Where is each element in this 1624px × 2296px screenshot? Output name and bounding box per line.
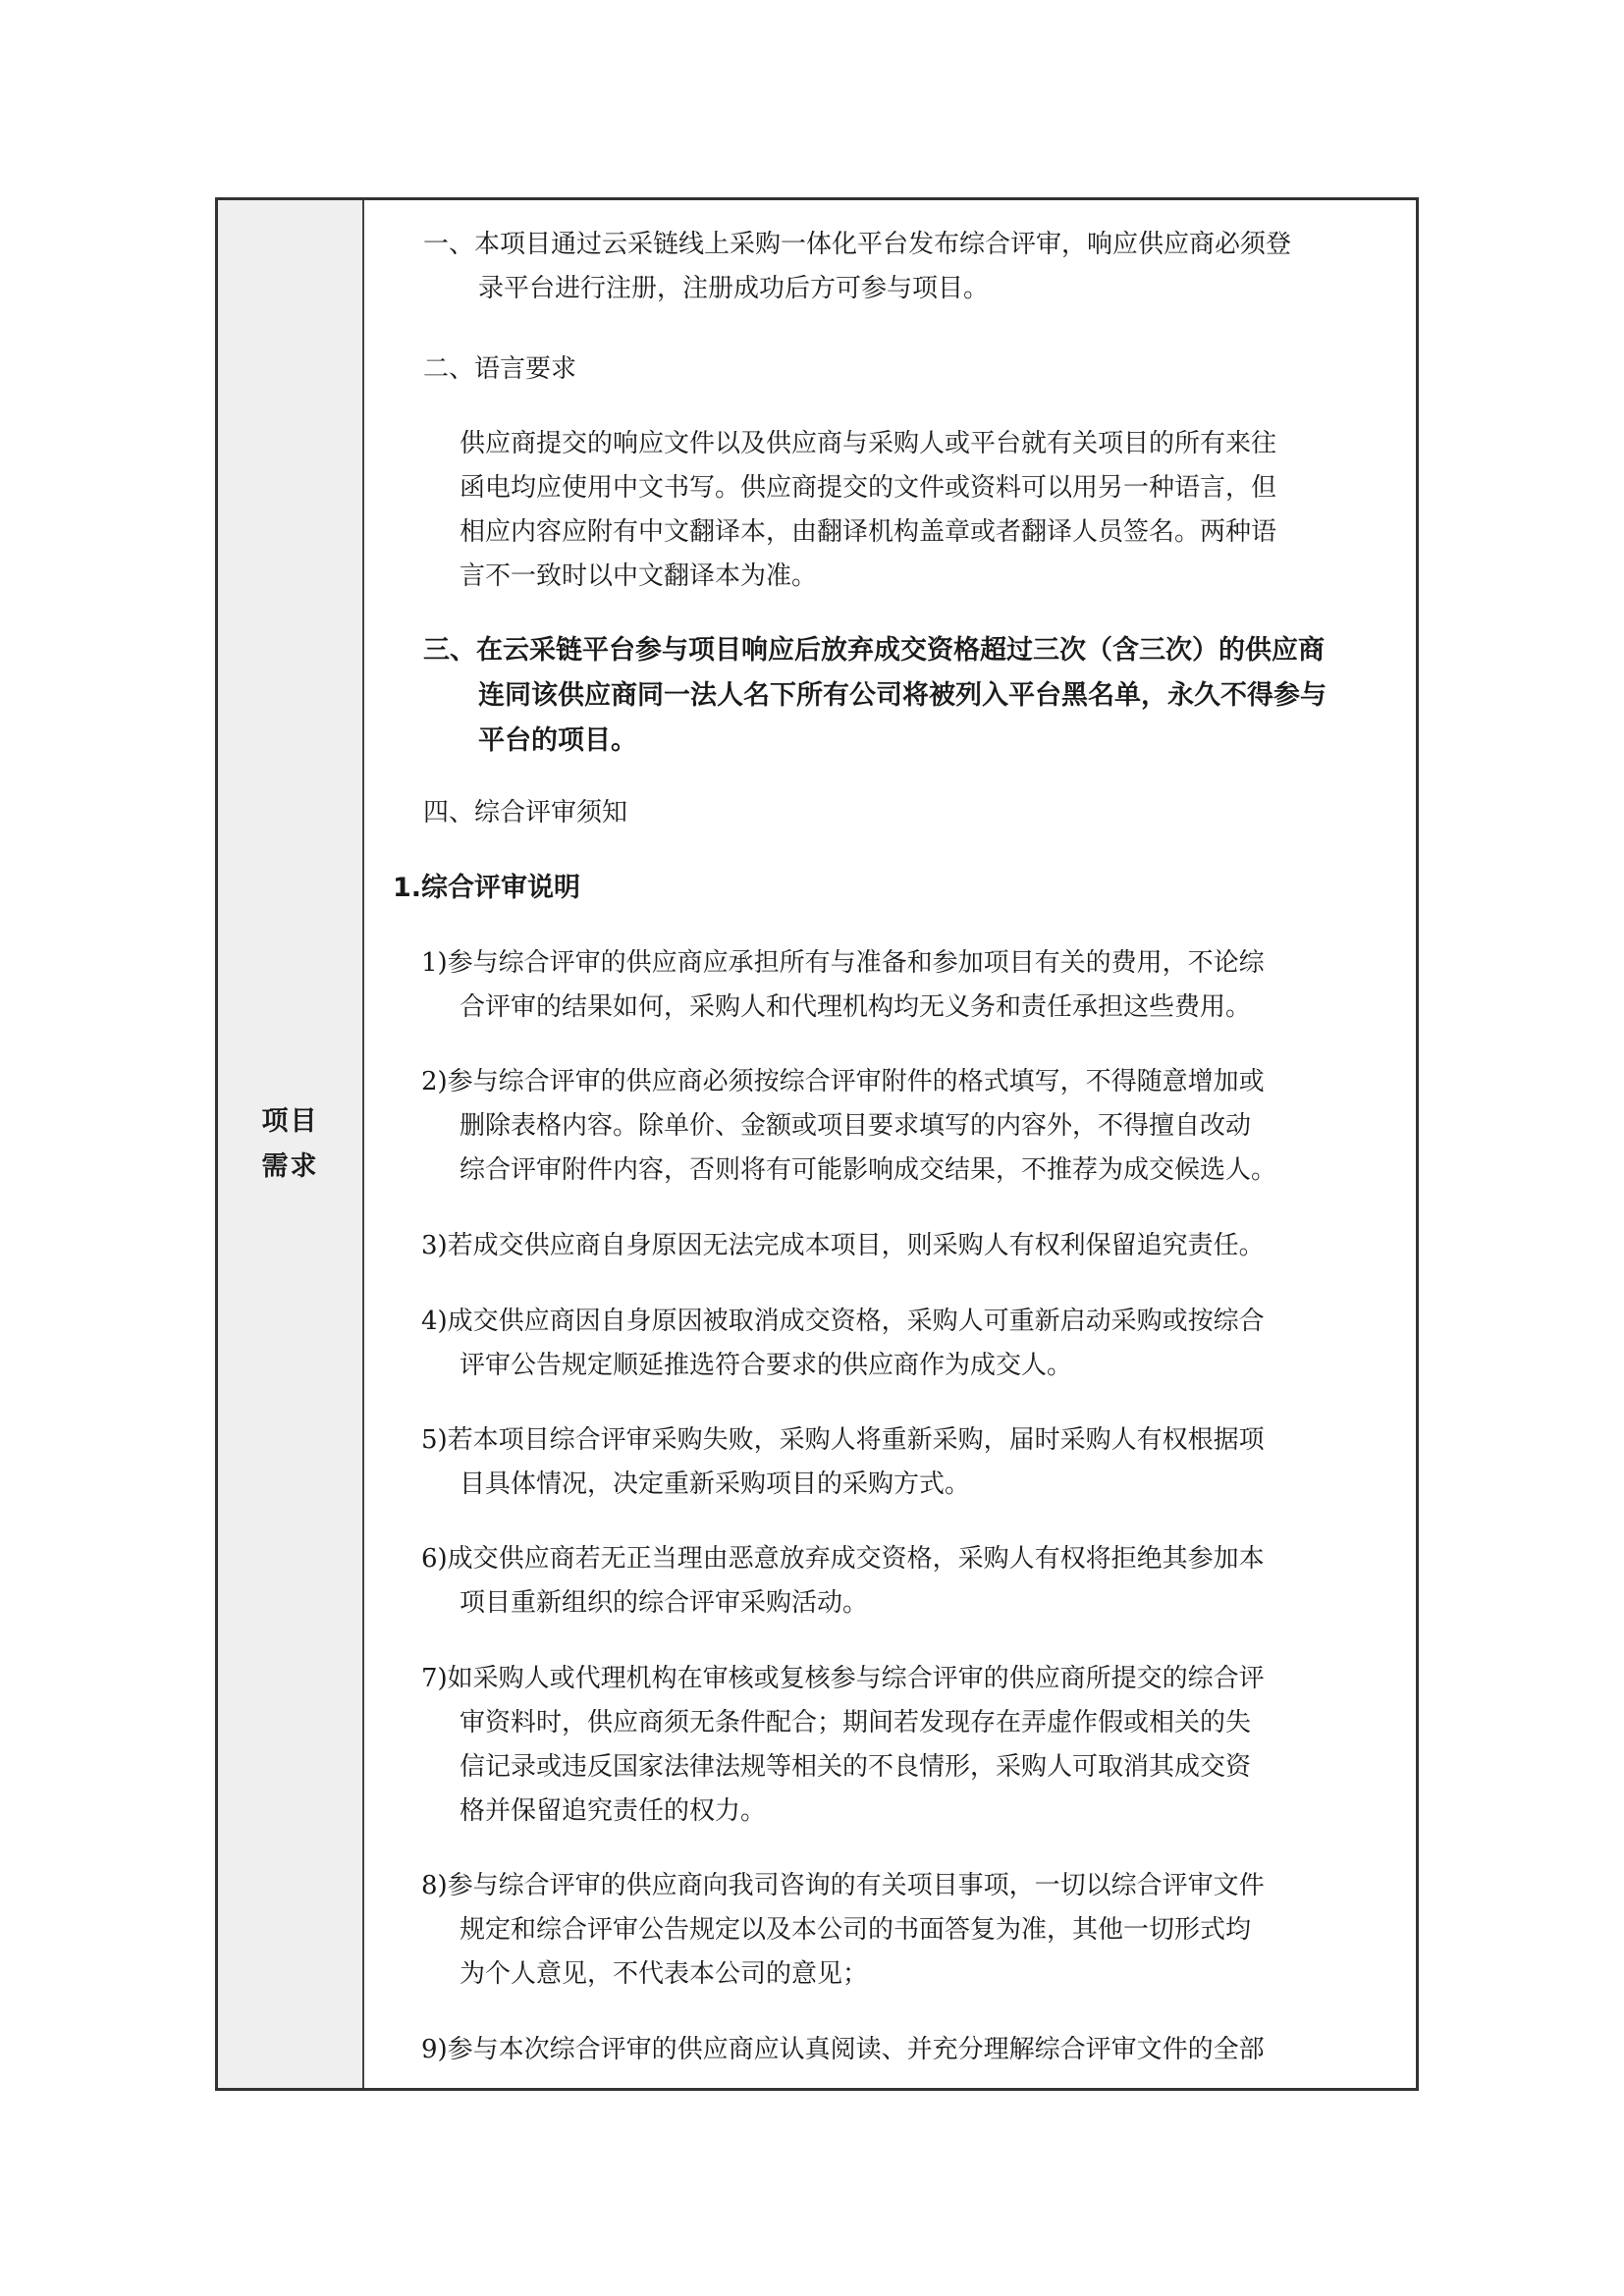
row-label-line1: 项目 (261, 1105, 319, 1137)
list-item-3 (421, 1224, 1265, 1268)
text-line: 供应商提交的响应文件以及供应商与采购人或平台就有关项目的所有来往 (460, 429, 1277, 458)
language-paragraph (460, 422, 1276, 599)
text-line: 二、语言要求 (423, 354, 577, 384)
text-line: 6)成交供应商若无正当理由恶意放弃成交资格，采购人有权将拒绝其参加本 (421, 1544, 1265, 1574)
text-line: 项目重新组织的综合评审采购活动。 (460, 1588, 869, 1618)
text-line: 格并保留追究责任的权力。 (460, 1796, 767, 1826)
text-line: 规定和综合评审公告规定以及本公司的书面答复为准，其他一切形式均 (460, 1915, 1252, 1945)
text-line: 1)参与综合评审的供应商应承担所有与准备和参加项目有关的费用，不论综 (421, 948, 1265, 978)
text-line: 删除表格内容。除单价、金额或项目要求填写的内容外，不得擅自改动 (460, 1111, 1252, 1141)
list-item-9 (421, 2028, 1265, 2072)
list-item-4 (421, 1300, 1265, 1388)
list-item-5 (421, 1418, 1265, 1507)
text-line: 2)参与综合评审的供应商必须按综合评审附件的格式填写，不得随意增加或 (421, 1067, 1265, 1096)
text-line: 4)成交供应商因自身原因被取消成交资格，采购人可重新启动采购或按综合 (421, 1307, 1265, 1336)
text-line: 相应内容应附有中文翻译本，由翻译机构盖章或者翻译人员签名。两种语 (460, 517, 1277, 547)
list-item-7 (421, 1657, 1265, 1834)
text-line: 函电均应使用中文书写。供应商提交的文件或资料可以用另一种语言，但 (460, 473, 1277, 503)
text-line: 1.综合评审说明 (393, 873, 581, 903)
text-line: 连同该供应商同一法人名下所有公司将被列入平台黑名单，永久不得参与 (478, 680, 1326, 711)
list-item-6 (421, 1537, 1265, 1626)
label-cell (218, 200, 364, 2088)
text-line: 合评审的结果如何，采购人和代理机构均无义务和责任承担这些费用。 (460, 992, 1252, 1022)
text-line: 综合评审附件内容，否则将有可能影响成交结果，不推荐为成交候选人。 (460, 1155, 1277, 1185)
text-line: 目具体情况，决定重新采购项目的采购方式。 (460, 1469, 971, 1499)
requirements-table (215, 197, 1419, 2091)
text-line: 信记录或违反国家法律法规等相关的不良情形，采购人可取消其成交资 (460, 1752, 1252, 1782)
text-line: 7)如采购人或代理机构在审核或复核参与综合评审的供应商所提交的综合评 (421, 1664, 1265, 1693)
text-line: 8)参与综合评审的供应商向我司咨询的有关项目事项，一切以综合评审文件 (421, 1871, 1265, 1900)
text-line: 录平台进行注册，注册成功后方可参与项目。 (478, 274, 990, 303)
text-line: 5)若本项目综合评审采购失败，采购人将重新采购，届时采购人有权根据项 (421, 1425, 1265, 1455)
content-cell (364, 200, 1416, 2088)
list-item-8 (421, 1864, 1265, 1997)
row-label-line2: 需求 (261, 1150, 319, 1182)
text-line: 四、综合评审须知 (423, 798, 628, 828)
list-item-1 (421, 941, 1265, 1030)
language-heading (423, 347, 576, 392)
text-line: 9)参与本次综合评审的供应商应认真阅读、并充分理解综合评审文件的全部 (421, 2035, 1265, 2064)
text-line: 审资料时，供应商须无条件配合；期间若发现存在弄虚作假或相关的失 (460, 1708, 1252, 1737)
review-notice-heading (423, 791, 627, 835)
blacklist-paragraph (423, 628, 1326, 764)
text-line: 三、在云采链平台参与项目响应后放弃成交资格超过三次（含三次）的供应商 (423, 635, 1325, 666)
text-line: 评审公告规定顺延推选符合要求的供应商作为成交人。 (460, 1351, 1073, 1380)
list-item-2 (421, 1060, 1276, 1193)
text-line: 平台的项目。 (478, 725, 637, 756)
text-line: 为个人意见，不代表本公司的意见； (460, 1959, 869, 1989)
text-line: 言不一致时以中文翻译本为准。 (460, 561, 818, 591)
row-label (262, 1099, 319, 1190)
registration-paragraph (423, 223, 1291, 311)
text-line: 一、本项目通过云采链线上采购一体化平台发布综合评审，响应供应商必须登 (423, 230, 1292, 259)
review-description-heading (393, 866, 580, 911)
text-line: 3)若成交供应商自身原因无法完成本项目，则采购人有权利保留追究责任。 (421, 1231, 1265, 1260)
